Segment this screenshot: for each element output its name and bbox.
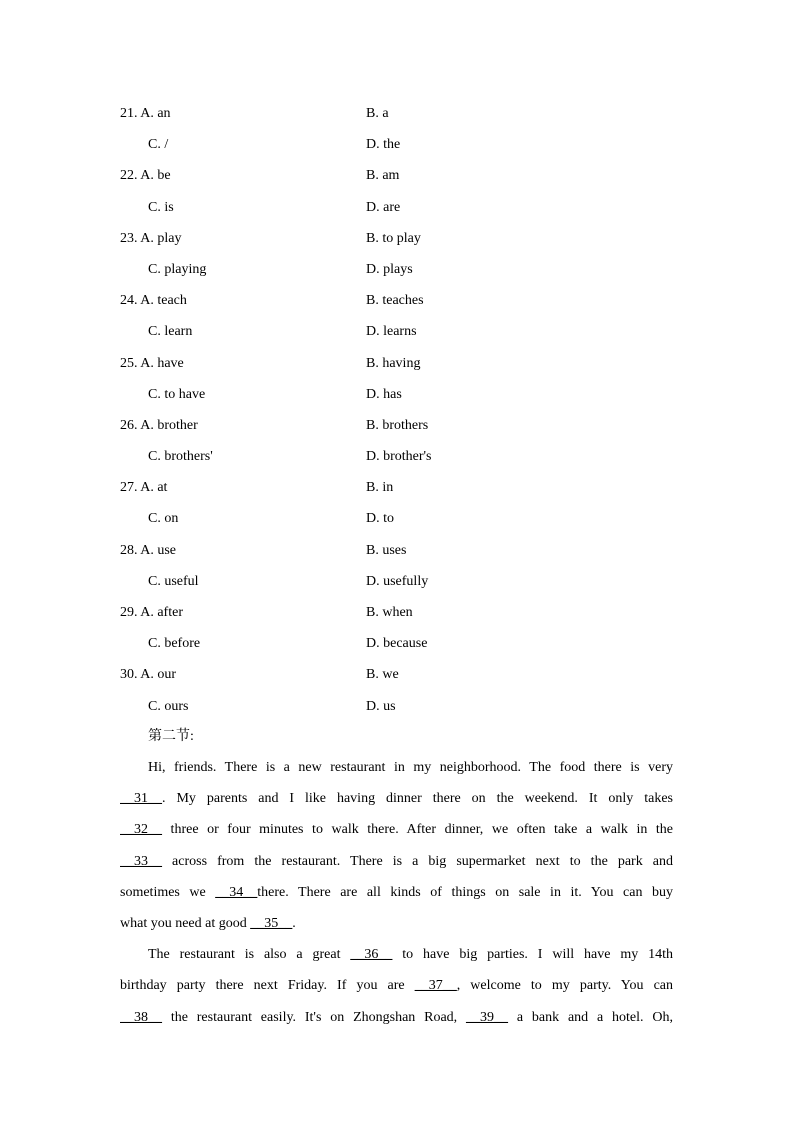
blank-35: __35__	[250, 915, 293, 931]
question-23-option-b: B. to play	[366, 230, 421, 246]
question-27-option-d: D. to	[366, 511, 394, 527]
question-24-row-1	[0, 285, 794, 316]
question-26-row-2	[0, 441, 794, 472]
question-number: 27.	[120, 480, 138, 496]
question-27-option-c: C. on	[148, 511, 179, 527]
question-22-option-b: B. am	[366, 168, 400, 184]
passage-line: birthday party there next Friday. If you are __37__, welcome to my party. You can	[120, 978, 673, 994]
blank-36: __36__	[350, 947, 393, 963]
question-25-option-b: B. having	[366, 355, 421, 371]
question-26-option-a: 26. A. brother	[120, 417, 198, 433]
question-25-row-2	[0, 379, 794, 410]
question-29-row-1	[0, 597, 794, 628]
passage-line: __38__ the restaurant easily. It's on Zhongshan Road, __39__ a bank and a hotel. Oh,	[120, 1009, 673, 1025]
question-27-row-2	[0, 503, 794, 534]
question-29-option-a: 29. A. after	[120, 605, 183, 620]
question-24-option-c: C. learn	[148, 324, 193, 340]
question-29-row-2	[0, 628, 794, 659]
question-number: 29.	[120, 605, 138, 620]
cloze-passage	[120, 752, 673, 1033]
question-24-row-2	[0, 316, 794, 347]
blank-31: __31__	[120, 791, 162, 807]
question-23-row-1	[0, 223, 794, 254]
question-30-option-c: C. ours	[148, 698, 189, 714]
question-26-option-b: B. brothers	[366, 417, 429, 433]
question-30-option-a: 30. A. our	[120, 667, 177, 683]
question-25-option-c: C. to have	[148, 386, 206, 402]
question-24-option-a: 24. A. teach	[120, 293, 187, 309]
question-30-row-2	[0, 691, 794, 722]
question-29-option-d: D. because	[366, 636, 428, 652]
blank-38: __38__	[120, 1009, 162, 1025]
blank-39: __39__	[466, 1009, 509, 1025]
question-21-option-c: C. /	[148, 137, 169, 153]
question-21-option-d: D. the	[366, 137, 401, 153]
question-28-row-2	[0, 566, 794, 597]
question-25-option-a: 25. A. have	[120, 355, 184, 371]
question-29-option-b: B. when	[366, 605, 413, 620]
passage-line: __32__ three or four minutes to walk there. After dinner, we often take a walk in the	[120, 822, 673, 838]
question-number: 30.	[120, 667, 138, 683]
question-27-option-b: B. in	[366, 480, 394, 496]
question-23-option-a: 23. A. play	[120, 230, 182, 246]
question-22-option-d: D. are	[366, 199, 401, 215]
question-30-row-1	[0, 659, 794, 690]
question-28-option-b: B. uses	[366, 542, 407, 558]
question-28-row-1	[0, 535, 794, 566]
question-number: 26.	[120, 417, 138, 433]
question-21-row-1	[0, 98, 794, 129]
question-25-option-d: D. has	[366, 386, 402, 402]
question-25-row-1	[0, 348, 794, 379]
question-24-option-d: D. learns	[366, 324, 417, 340]
question-27-option-a: 27. A. at	[120, 480, 168, 496]
question-22-option-a: 22. A. be	[120, 168, 171, 184]
question-26-row-1	[0, 410, 794, 441]
blank-34: __34__	[215, 884, 258, 900]
question-24-option-b: B. teaches	[366, 293, 424, 309]
question-number: 23.	[120, 230, 138, 246]
question-28-option-d: D. usefully	[366, 573, 429, 589]
question-22-row-2	[0, 192, 794, 223]
question-number: 21.	[120, 106, 138, 121]
passage-line: what you need at good __35__.	[120, 915, 296, 931]
question-number: 28.	[120, 542, 138, 558]
question-21-option-a: 21. A. an	[120, 106, 171, 121]
question-26-option-d: D. brother's	[366, 449, 432, 465]
question-21-row-2	[0, 129, 794, 160]
question-26-option-c: C. brothers'	[148, 449, 213, 465]
question-23-option-d: D. plays	[366, 261, 413, 277]
question-29-option-c: C. before	[148, 636, 201, 652]
passage-line: __33__ across from the restaurant. There is a big supermarket next to the park and	[120, 853, 673, 869]
multiple-choice-options	[0, 98, 794, 722]
question-30-option-b: B. we	[366, 667, 399, 683]
passage-line: __31__. My parents and I like having dinner there on the weekend. It only takes	[120, 791, 673, 807]
blank-37: __37__	[414, 978, 457, 994]
question-22-option-c: C. is	[148, 199, 174, 215]
question-23-option-c: C. playing	[148, 261, 207, 277]
question-number: 22.	[120, 168, 138, 184]
question-number: 25.	[120, 355, 138, 371]
question-28-option-a: 28. A. use	[120, 542, 177, 558]
blank-32: __32__	[120, 822, 162, 838]
question-22-row-1	[0, 160, 794, 191]
question-27-row-1	[0, 472, 794, 503]
question-30-option-d: D. us	[366, 698, 396, 714]
section-title: 第二节:	[148, 729, 194, 744]
question-21-option-b: B. a	[366, 106, 389, 121]
passage-line: Hi, friends. There is a new restaurant in my neighborhood. The food there is very	[148, 760, 673, 775]
question-number: 24.	[120, 293, 138, 309]
question-23-row-2	[0, 254, 794, 285]
passage-line: sometimes we __34__there. There are all kinds of things on sale in it. You can buy	[120, 884, 673, 900]
question-28-option-c: C. useful	[148, 573, 199, 589]
passage-line: The restaurant is also a great __36__ to have big parties. I will have my 14th	[148, 947, 673, 963]
blank-33: __33__	[120, 853, 162, 869]
